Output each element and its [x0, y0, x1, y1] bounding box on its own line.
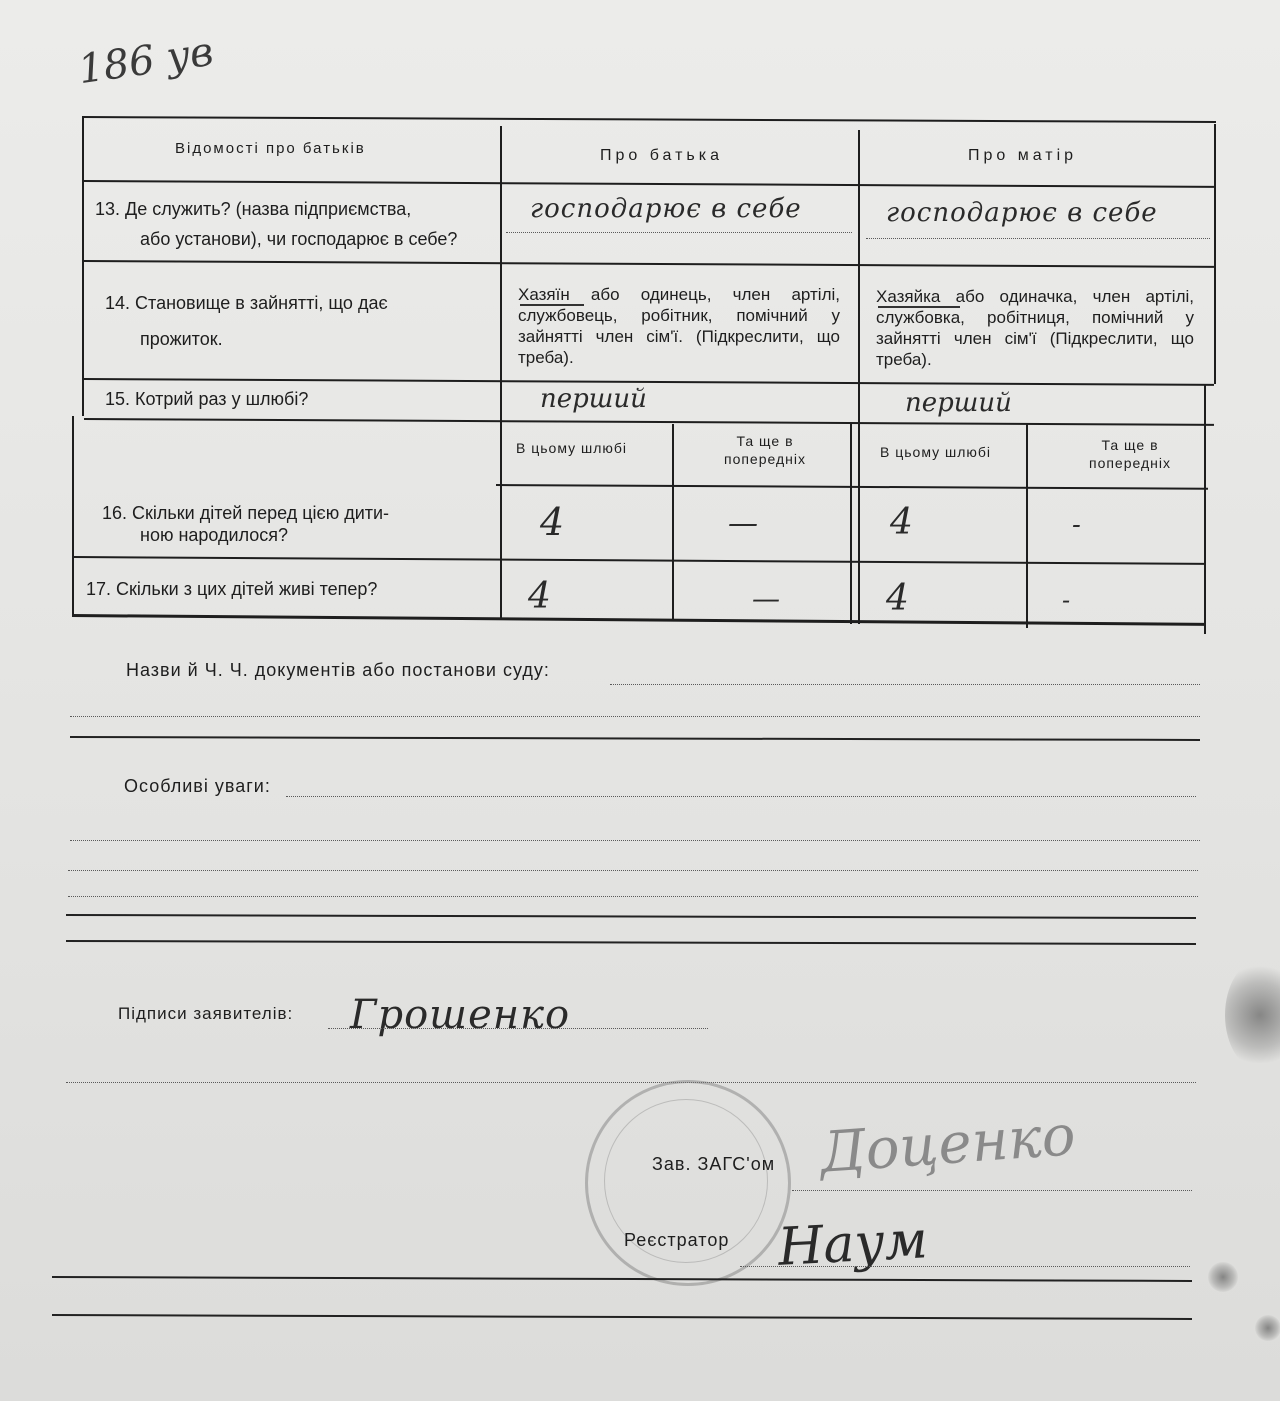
documents-line-2 — [70, 716, 1200, 717]
zags-head-label: Зав. ЗАГС'ом — [652, 1154, 776, 1174]
row16-mother-prev: - — [1072, 510, 1081, 540]
bottom-rule-1 — [52, 1276, 1192, 1282]
row17-question: 17. Скільки з цих дітей живі тепер? — [86, 579, 378, 599]
row16-sub-mother-this: В цьому шлюбі — [880, 444, 992, 460]
row14-question-line1: 14. Становище в зайнятті, що дає — [105, 293, 388, 313]
row15-question: 15. Котрий раз у шлюбі? — [105, 389, 309, 409]
row16-question-line1: 16. Скільки дітей перед цією дити- — [102, 503, 390, 523]
paper-stain — [1225, 960, 1280, 1070]
row13-question-line2: або установи), чи господарює в себе? — [140, 229, 458, 249]
zags-head-line — [792, 1190, 1192, 1191]
header-about-father: Про батька — [600, 147, 723, 164]
row14-father-underline — [520, 304, 584, 306]
signatures-label: Підписи заявителів: — [118, 1004, 294, 1023]
paper-stain — [1255, 1315, 1280, 1341]
zags-head-signature: Доценко — [818, 1103, 1078, 1186]
row16-sub-father-this: В цьому шлюбі — [516, 440, 628, 456]
row16-mother-this: 4 — [890, 502, 913, 543]
row13-question-line1: 13. Де служить? (назва підприємства, — [95, 199, 412, 219]
remarks-label: Особливі уваги: — [124, 776, 271, 796]
row14-mother-options: Хазяйка або одиначка, член артілі, службовка, робітниця, помічний у зайнятті член сім'ї (Підкреслити, що треба). — [876, 287, 1194, 369]
row16-question-line2: ною народилося? — [140, 525, 289, 545]
signature-line-2 — [66, 1082, 1196, 1083]
row16-father-this: 4 — [540, 500, 565, 544]
remarks-line-2 — [70, 840, 1200, 841]
applicant-signature: Грошенко — [350, 992, 571, 1038]
row16-sub-father-prev: Та ще в попередніх — [723, 433, 806, 467]
row14-father-options: Хазяїн або одинець, член артілі, службовець, робітник, помічний у зайнятті член сім'ї. (Підкреслити, що треба). — [518, 285, 840, 367]
signature-line-1 — [328, 1028, 708, 1029]
paper-stain — [1208, 1262, 1238, 1292]
documents-rule — [70, 736, 1200, 741]
row14-question-line2: прожиток. — [140, 329, 223, 349]
documents-line-1 — [610, 684, 1200, 685]
row13-mother-answer: господарює в себе — [886, 198, 1158, 228]
registrar-signature: Наум — [776, 1210, 930, 1278]
remarks-line-4 — [68, 896, 1198, 897]
registrar-line — [740, 1266, 1190, 1267]
row14-mother-underline — [878, 306, 960, 308]
archive-mark: 186 ув — [75, 28, 217, 94]
registrar-label: Реєстратор — [624, 1230, 730, 1250]
remarks-rule-1 — [66, 914, 1196, 919]
remarks-line-1 — [286, 796, 1196, 797]
row16-sub-mother-prev: Та ще в попередніх — [1088, 437, 1171, 471]
row16-father-prev: — — [728, 506, 758, 541]
row15-father-answer: перший — [540, 384, 647, 414]
row17-father-prev: — — [752, 582, 780, 615]
header-about-mother: Про матір — [968, 147, 1078, 164]
row17-father-this: 4 — [528, 576, 551, 617]
remarks-line-3 — [68, 870, 1198, 871]
row17-mother-prev: - — [1062, 586, 1071, 614]
header-parents-info: Відомості про батьків — [175, 140, 366, 157]
remarks-rule-2 — [66, 940, 1196, 945]
documents-label: Назви й Ч. Ч. документів або постанови суду: — [126, 660, 550, 680]
row17-mother-this: 4 — [886, 578, 909, 619]
bottom-rule-2 — [52, 1314, 1192, 1320]
row15-mother-answer: перший — [905, 388, 1012, 418]
official-stamp — [585, 1080, 791, 1286]
row13-father-answer: господарює в себе — [530, 194, 802, 224]
